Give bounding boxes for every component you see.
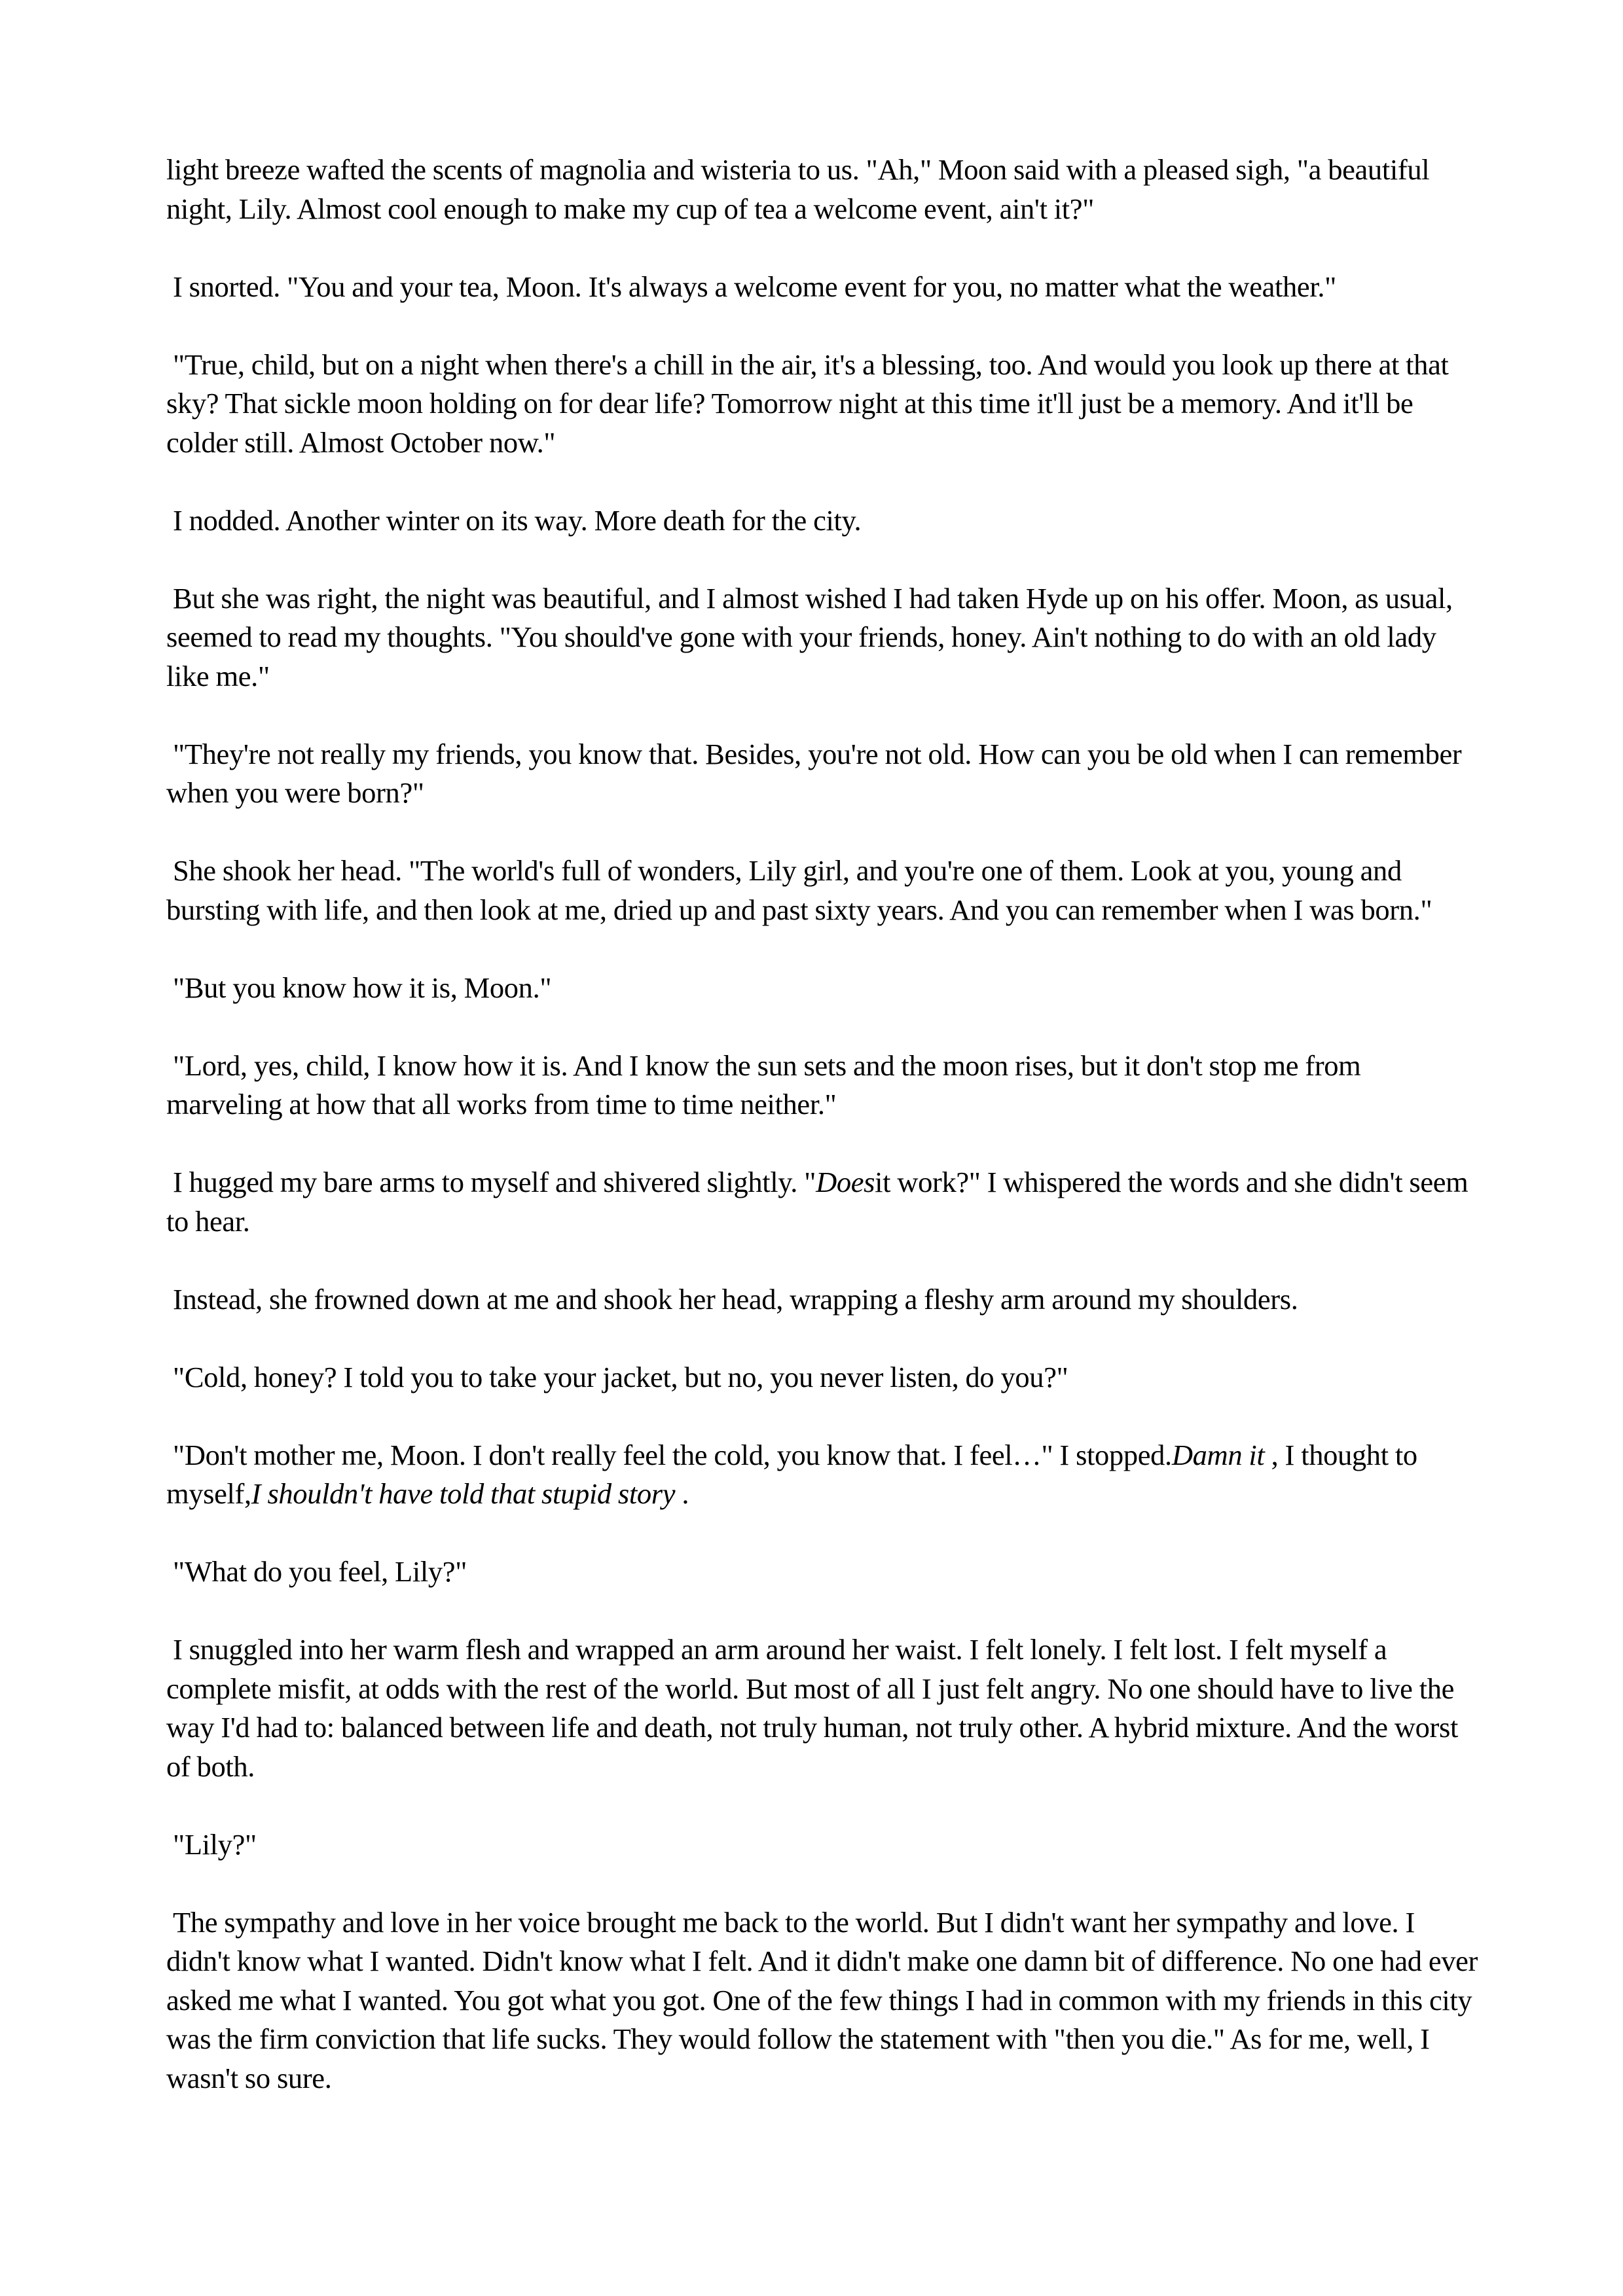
paragraph — [166, 501, 1482, 541]
paragraph-text: , I thought to myself, — [166, 1438, 1417, 1510]
paragraph — [166, 1436, 1482, 1514]
paragraph-text: I snorted. "You and your tea, Moon. It's always a welcome event for you, no matter what the weather." — [173, 270, 1336, 303]
paragraph — [166, 735, 1482, 813]
paragraph-text: "Lily?" — [173, 1827, 257, 1861]
paragraph-text: "True, child, but on a night when there's a chill in the air, it's a blessing, too. And would you look up there at that sky? That sickle moon holding on for dear life? Tomorrow night at this time it'll just be a memory. And it'll be colder still. Almost October now." — [166, 348, 1449, 459]
paragraph-text: But she was right, the night was beautiful, and I almost wished I had taken Hyde up on his offer. Moon, as usual, seemed to read my thoughts. "You should've gone with your friends, honey. Ain't nothing to do with an old lady like me." — [166, 581, 1453, 692]
paragraph — [166, 1903, 1482, 2098]
paragraph — [166, 1825, 1482, 1865]
paragraph-text: The sympathy and love in her voice brought me back to the world. But I didn't want her sympathy and love. I didn't know what I wanted. Didn't know what I felt. And it didn't make one damn bit of difference. No one had ever asked me what I wanted. You got what you got. One of the few things I had in common with my friends in this city was the firm conviction that life sucks. They would follow the statement with "then you die." As for me, well, I wasn't so sure. — [166, 1905, 1478, 2094]
paragraph-text: I nodded. Another winter on its way. More death for the city. — [173, 503, 862, 537]
paragraph-text: it work?" I whispered the words and she didn't seem to hear. — [166, 1166, 1468, 1238]
paragraph-text: "Cold, honey? I told you to take your jacket, but no, you never listen, do you?" — [173, 1360, 1068, 1393]
paragraph — [166, 151, 1482, 228]
paragraph-text: I snuggled into her warm flesh and wrapped an arm around her waist. I felt lonely. I felt lost. I felt myself a complete misfit, at odds with the rest of the world. But most of all I just felt angry. No one should have to live the way I'd had to: balanced between life and death, not truly human, not truly other. A hybrid mixture. And the worst of both. — [166, 1633, 1459, 1783]
paragraph-text: "They're not really my friends, you know that. Besides, you're not old. How can you be old when I can remember when you were born?" — [166, 737, 1462, 809]
paragraph — [166, 969, 1482, 1008]
paragraph — [166, 346, 1482, 463]
paragraph-text: Instead, she frowned down at me and shook her head, wrapping a fleshy arm around my shoulders. — [173, 1282, 1298, 1316]
paragraph — [166, 1047, 1482, 1124]
paragraph-text: light breeze wafted the scents of magnolia and wisteria to us. "Ah," Moon said with a pleased sigh, "a beautiful night, Lily. Almost cool enough to make my cup of tea a welcome event, ain't it?" — [166, 153, 1430, 225]
paragraph-text: "Don't mother me, Moon. I don't really feel the cold, you know that. I feel…" I stopped. — [173, 1438, 1172, 1471]
paragraph — [166, 1552, 1482, 1592]
paragraph — [166, 1630, 1482, 1786]
paragraph-text: "But you know how it is, Moon." — [173, 971, 552, 1004]
paragraph-text: . — [675, 1477, 689, 1510]
paragraph — [166, 1358, 1482, 1397]
paragraph — [166, 1280, 1482, 1319]
paragraph — [166, 268, 1482, 307]
italic-text: I shouldn't have told that stupid story — [251, 1477, 676, 1510]
paragraph-text: She shook her head. "The world's full of wonders, Lily girl, and you're one of them. Look at you, young and bursting with life, and then look at me, dried up and past sixty years. And you can remember when I was born." — [166, 854, 1432, 926]
paragraph-text: "What do you feel, Lily?" — [173, 1555, 467, 1588]
italic-text: Damn it — [1171, 1438, 1265, 1471]
paragraph — [166, 579, 1482, 696]
paragraph — [166, 1163, 1482, 1241]
paragraph-text: "Lord, yes, child, I know how it is. And I know the sun sets and the moon rises, but it don't stop me from marveling at how that all works from time to time neither." — [166, 1049, 1361, 1121]
body-text — [166, 151, 1482, 2137]
paragraph-text: I hugged my bare arms to myself and shivered slightly. " — [173, 1166, 816, 1198]
paragraph — [166, 852, 1482, 929]
italic-text: Does — [816, 1166, 875, 1198]
